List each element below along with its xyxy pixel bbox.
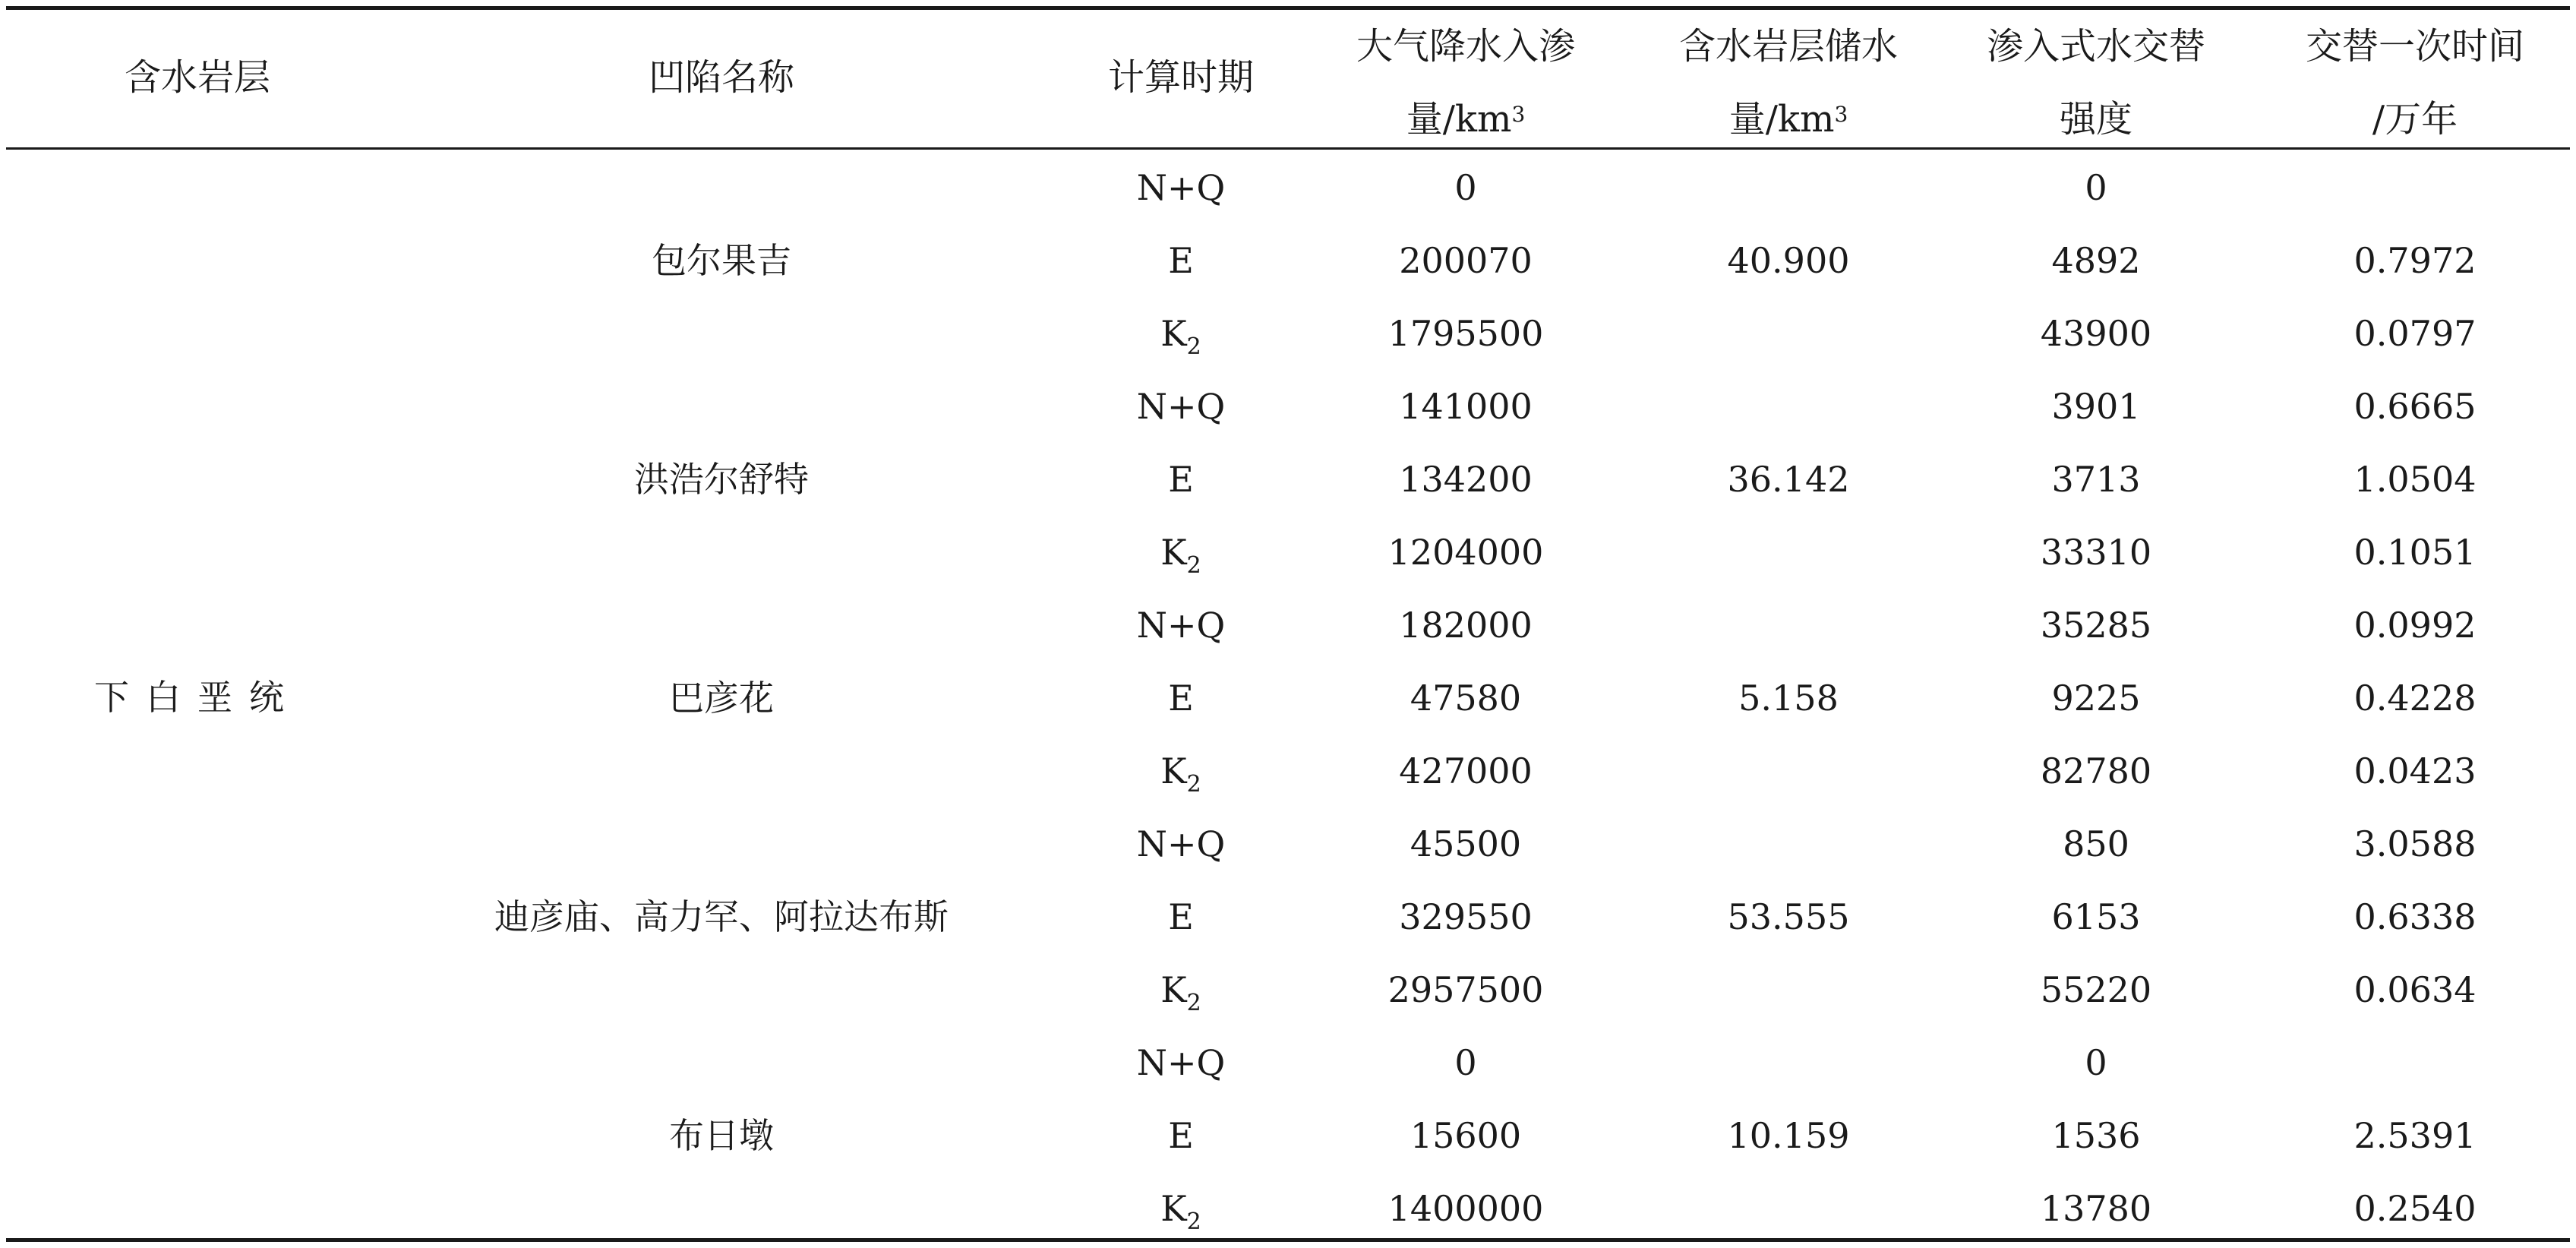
header-depression: 凹陷名称 bbox=[648, 56, 794, 99]
intensity-value: 850 bbox=[2063, 823, 2129, 864]
depression-name: 巴彦花 bbox=[669, 678, 774, 719]
header-infiltration-line2: 量$/km^3$ bbox=[1406, 98, 1526, 141]
depression-name: 迪彦庙、高力罕、阿拉达布斯 bbox=[494, 896, 949, 937]
storage-value: 36.142 bbox=[1727, 459, 1850, 500]
infiltration-value: 1204000 bbox=[1387, 532, 1544, 573]
period-cell: $K_2$ bbox=[1160, 969, 1201, 1016]
exchange-time-value: 1.0504 bbox=[2353, 459, 2477, 500]
infiltration-value: 47580 bbox=[1410, 678, 1522, 719]
storage-value: 53.555 bbox=[1727, 896, 1850, 937]
exchange-time-value: 0.2540 bbox=[2353, 1188, 2477, 1229]
header-period: 计算时期 bbox=[1107, 56, 1254, 99]
infiltration-value: 0 bbox=[1454, 167, 1477, 208]
period-cell: E bbox=[1168, 678, 1194, 719]
intensity-value: 0 bbox=[2085, 1042, 2107, 1083]
intensity-value: 3901 bbox=[2051, 386, 2141, 427]
exchange-time-value: 0.0634 bbox=[2353, 969, 2477, 1010]
exchange-time-value: 0.1051 bbox=[2353, 532, 2477, 573]
exchange-time-value: 0.6338 bbox=[2353, 896, 2477, 937]
header-storage-line1: 含水岩层储水 bbox=[1678, 25, 1898, 68]
period-cell: $K_2$ bbox=[1160, 313, 1201, 360]
intensity-value: 43900 bbox=[2040, 313, 2152, 354]
infiltration-value: 1795500 bbox=[1387, 313, 1544, 354]
intensity-value: 35285 bbox=[2040, 605, 2152, 646]
infiltration-value: 1400000 bbox=[1387, 1188, 1544, 1229]
infiltration-value: 134200 bbox=[1399, 459, 1533, 500]
header-infiltration-line1: 大气降水入渗 bbox=[1356, 25, 1575, 68]
intensity-value: 3713 bbox=[2051, 459, 2141, 500]
period-cell: E bbox=[1168, 459, 1194, 500]
period-cell: N+Q bbox=[1136, 1042, 1226, 1083]
period-cell: E bbox=[1168, 1115, 1194, 1156]
infiltration-value: 329550 bbox=[1399, 896, 1533, 937]
period-cell: E bbox=[1168, 240, 1194, 281]
intensity-value: 13780 bbox=[2040, 1188, 2152, 1229]
intensity-value: 6153 bbox=[2051, 896, 2141, 937]
infiltration-value: 427000 bbox=[1399, 750, 1533, 791]
infiltration-value: 141000 bbox=[1399, 386, 1533, 427]
period-cell: N+Q bbox=[1136, 605, 1226, 646]
exchange-time-value: 0.0423 bbox=[2353, 750, 2477, 791]
header-aquifer: 含水岩层 bbox=[124, 56, 270, 99]
intensity-value: 0 bbox=[2085, 167, 2107, 208]
exchange-time-value: 0.0992 bbox=[2353, 605, 2477, 646]
storage-value: 40.900 bbox=[1727, 240, 1850, 281]
infiltration-value: 45500 bbox=[1410, 823, 1522, 864]
infiltration-value: 2957500 bbox=[1387, 969, 1544, 1010]
header-storage-line2: 量$/km^3$ bbox=[1728, 98, 1848, 141]
aquifer-label: 下白垩统 bbox=[94, 677, 301, 718]
storage-value: 10.159 bbox=[1727, 1115, 1850, 1156]
depression-name: 包尔果吉 bbox=[652, 240, 791, 281]
intensity-value: 1536 bbox=[2051, 1115, 2141, 1156]
intensity-value: 4892 bbox=[2051, 240, 2141, 281]
header-intensity-line2: 强度 bbox=[2059, 98, 2132, 141]
infiltration-value: 200070 bbox=[1399, 240, 1533, 281]
header-time bbox=[2271, 10, 2559, 156]
exchange-time-value: 3.0588 bbox=[2353, 823, 2477, 864]
intensity-value: 33310 bbox=[2040, 532, 2152, 573]
infiltration-value: 0 bbox=[1454, 1042, 1477, 1083]
infiltration-value: 15600 bbox=[1410, 1115, 1522, 1156]
period-cell: $K_2$ bbox=[1160, 1188, 1201, 1235]
intensity-value: 55220 bbox=[2040, 969, 2152, 1010]
exchange-time-value: 0.0797 bbox=[2353, 313, 2477, 354]
header-storage bbox=[1648, 10, 1929, 156]
exchange-time-value: 2.5391 bbox=[2353, 1115, 2477, 1156]
infiltration-value: 182000 bbox=[1399, 605, 1533, 646]
exchange-time-value: 0.4228 bbox=[2353, 678, 2477, 719]
exchange-time-value: 0.7972 bbox=[2353, 240, 2477, 281]
period-cell: $K_2$ bbox=[1160, 750, 1201, 798]
depression-name: 洪浩尔舒特 bbox=[634, 459, 809, 500]
header-intensity-line1: 渗入式水交替 bbox=[1986, 25, 2205, 68]
depression-name: 布日墩 bbox=[669, 1115, 774, 1156]
intensity-value: 82780 bbox=[2040, 750, 2152, 791]
period-cell: N+Q bbox=[1136, 167, 1226, 208]
period-cell: E bbox=[1168, 896, 1194, 937]
intensity-value: 9225 bbox=[2051, 678, 2141, 719]
header-time-line1: 交替一次时间 bbox=[2305, 25, 2524, 68]
header-infiltration bbox=[1321, 10, 1610, 156]
period-cell: $K_2$ bbox=[1160, 532, 1201, 579]
table-bottom-rule bbox=[6, 1238, 2570, 1242]
exchange-time-value: 0.6665 bbox=[2353, 386, 2477, 427]
header-time-line2: /万年 bbox=[2372, 98, 2458, 141]
period-cell: N+Q bbox=[1136, 823, 1226, 864]
storage-value: 5.158 bbox=[1738, 678, 1839, 719]
period-cell: N+Q bbox=[1136, 386, 1226, 427]
header-intensity bbox=[1952, 10, 2240, 156]
